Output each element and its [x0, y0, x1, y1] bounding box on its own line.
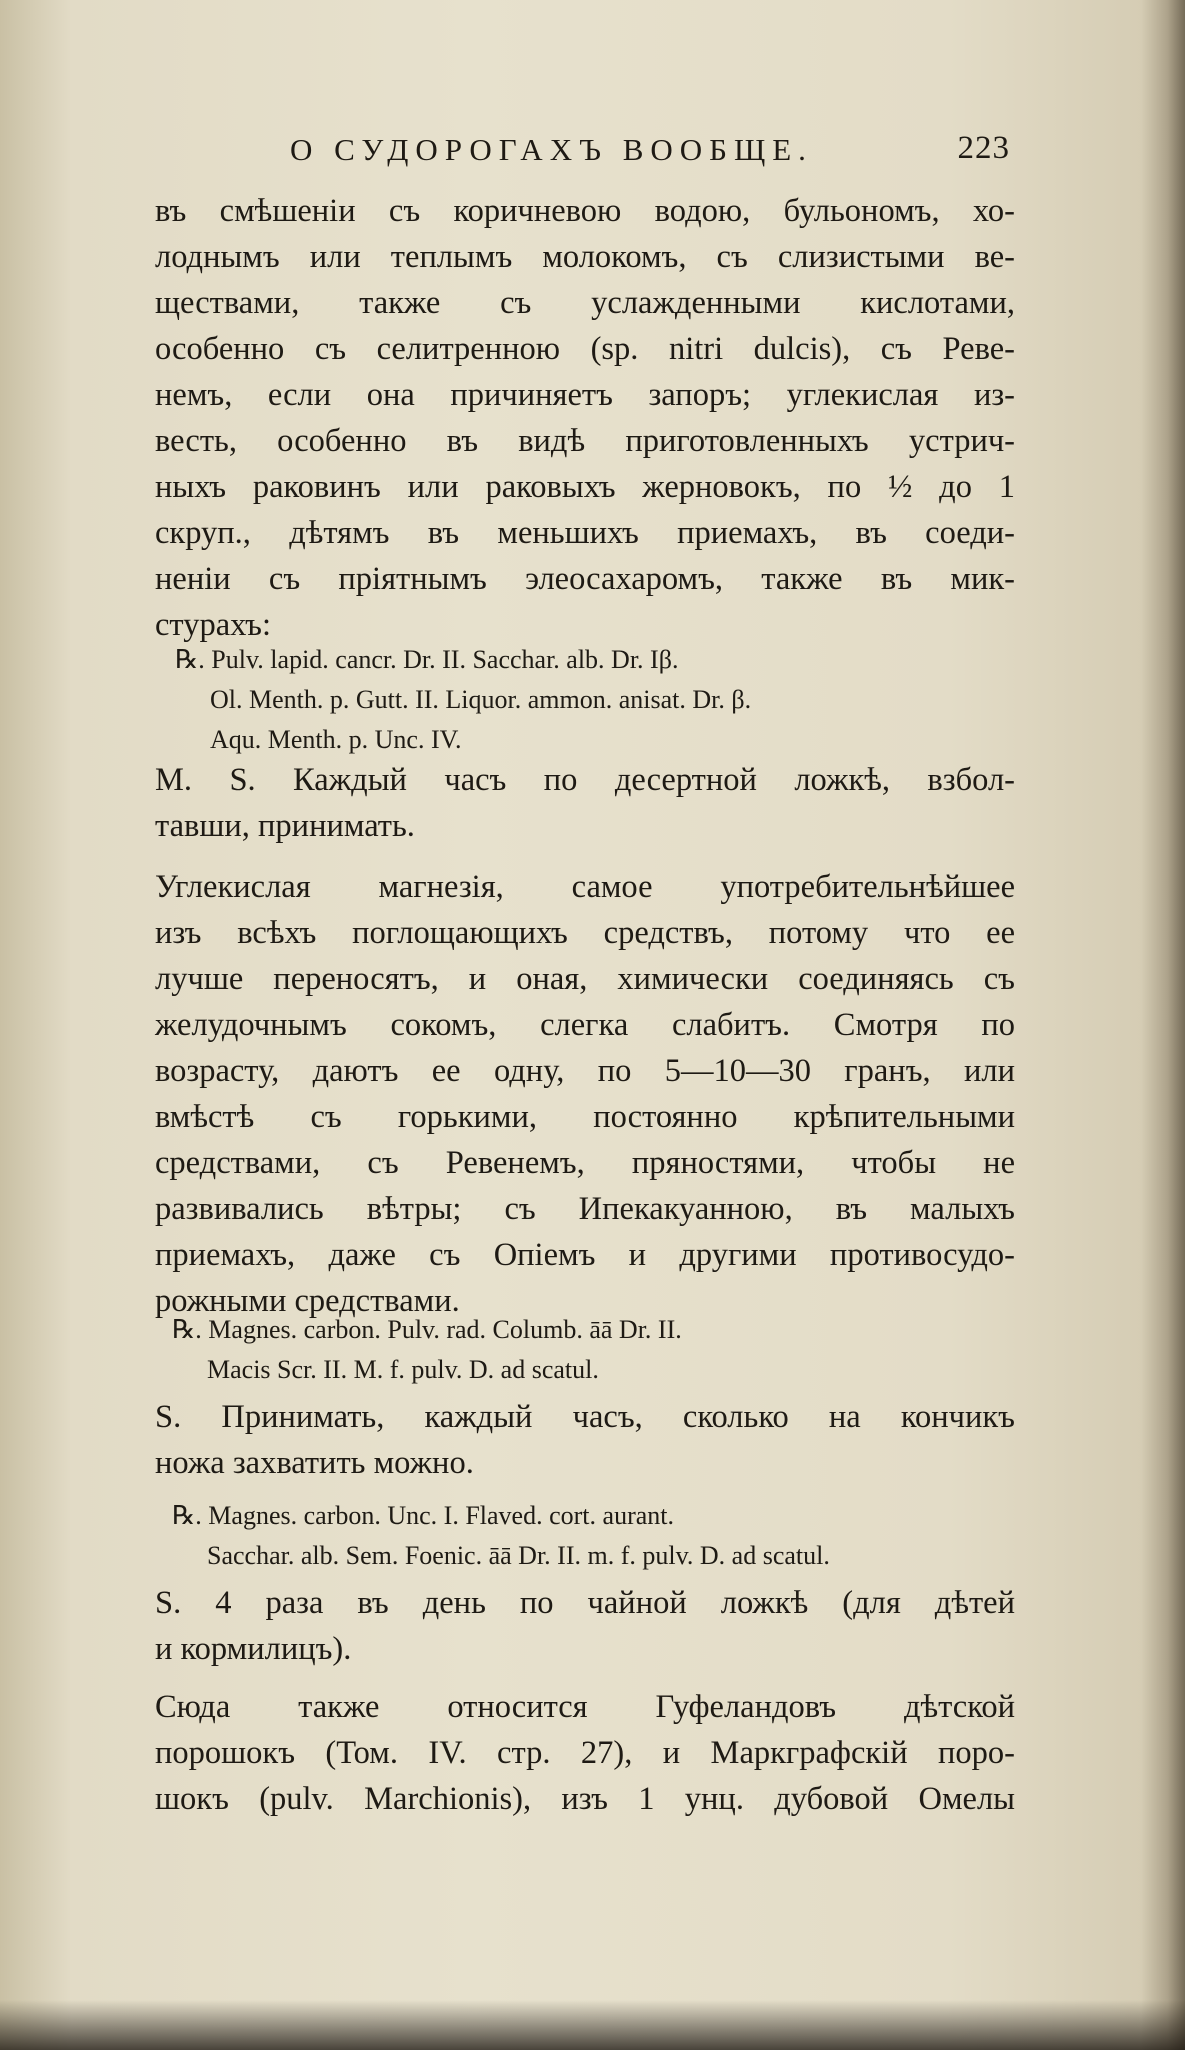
- text-line: и кормилицъ).: [155, 1631, 352, 1667]
- text-block-3: [155, 864, 1015, 1324]
- recipe-line: ℞. Magnes. carbon. Unc. I. Flaved. cort. aurant.: [172, 1501, 674, 1530]
- recipe-line: Aqu. Menth. p. Unc. IV.: [210, 725, 462, 754]
- text-line: приемахъ, даже съ Опіемъ и другими противосудо-: [155, 1237, 1015, 1273]
- page-number: 223: [957, 130, 1010, 166]
- text-line: весть, особенно въ видѣ приготовленныхъ устрич-: [155, 423, 1015, 459]
- text-line: средствами, съ Ревенемъ, пряностями, чтобы не: [155, 1145, 1015, 1181]
- text-block-6: [155, 1684, 1015, 1822]
- text-line: Сюда также относится Гуфеландовъ дѣтской: [155, 1689, 1015, 1725]
- text-line: Углекислая магнезія, самое употребительнѣйшее: [155, 869, 1015, 905]
- text-line: неніи съ пріятнымъ элеосахаромъ, также въ мик-: [155, 561, 1015, 597]
- text-line: скруп., дѣтямъ въ меньшихъ приемахъ, въ соеди-: [155, 515, 1015, 551]
- text-line: S. 4 раза въ день по чайной ложкѣ (для дѣтей: [155, 1585, 1015, 1621]
- recipe-3: [172, 1496, 830, 1576]
- running-head: О СУДОРОГАХЪ ВООБЩЕ.: [290, 132, 813, 167]
- recipe-1: [175, 640, 751, 760]
- text-block-4: [155, 1394, 1015, 1486]
- recipe-line: Macis Scr. II. M. f. pulv. D. ad scatul.: [207, 1355, 599, 1384]
- recipe-line: Sacchar. alb. Sem. Foenic. āā Dr. II. m. f. pulv. D. ad scatul.: [207, 1541, 830, 1570]
- recipe-line: ℞. Pulv. lapid. cancr. Dr. II. Sacchar. alb. Dr. Iβ.: [175, 645, 679, 674]
- text-line: возрасту, даютъ ее одну, по 5—10—30 гранъ, или: [155, 1053, 1015, 1089]
- text-line: лучше переносятъ, и оная, химически соединяясь съ: [155, 961, 1015, 997]
- text-line: ществами, также съ услажденными кислотами,: [155, 285, 1015, 321]
- text-block-2: [155, 757, 1015, 849]
- text-line: стурахъ:: [155, 607, 271, 643]
- text-line: желудочнымъ сокомъ, слегка слабитъ. Смотря по: [155, 1007, 1015, 1043]
- text-line: ныхъ раковинъ или раковыхъ жерновокъ, по ½ до 1: [155, 469, 1015, 505]
- text-line: въ смѣшеніи съ коричневою водою, бульономъ, хо-: [155, 193, 1015, 229]
- text-line: изъ всѣхъ поглощающихъ средствъ, потому что ее: [155, 915, 1015, 951]
- text-line: ножа захватить можно.: [155, 1445, 474, 1481]
- main-text: [155, 188, 1015, 648]
- text-line: порошокъ (Том. IV. стр. 27), и Маркграфскій поро-: [155, 1735, 1015, 1771]
- text-line: немъ, если она причиняетъ запоръ; углекислая из-: [155, 377, 1015, 413]
- text-line: особенно съ селитренною (sp. nitri dulcis), съ Реве-: [155, 331, 1015, 367]
- text-line: шокъ (pulv. Marchionis), изъ 1 унц. дубовой Омелы: [155, 1781, 1015, 1817]
- text-block-5: [155, 1580, 1015, 1672]
- text-line: развивались вѣтры; съ Ипекакуанною, въ малыхъ: [155, 1191, 1015, 1227]
- text-line: S. Принимать, каждый часъ, сколько на кончикъ: [155, 1399, 1015, 1435]
- text-line: вмѣстѣ съ горькими, постоянно крѣпительными: [155, 1099, 1015, 1135]
- recipe-line: Ol. Menth. p. Gutt. II. Liquor. ammon. anisat. Dr. β.: [210, 685, 752, 714]
- page-spine-shadow: [1141, 0, 1185, 2050]
- recipe-2: [172, 1310, 682, 1390]
- text-line: тавши, принимать.: [155, 808, 415, 844]
- text-line: лоднымъ или теплымъ молокомъ, съ слизистыми ве-: [155, 239, 1015, 275]
- page-header: [290, 132, 1010, 176]
- text-line: рожными средствами.: [155, 1283, 460, 1319]
- text-line: M. S. Каждый часъ по десертной ложкѣ, взбол-: [155, 762, 1015, 798]
- page-bottom-shadow: [0, 2000, 1185, 2050]
- recipe-line: ℞. Magnes. carbon. Pulv. rad. Columb. āā Dr. II.: [172, 1315, 682, 1344]
